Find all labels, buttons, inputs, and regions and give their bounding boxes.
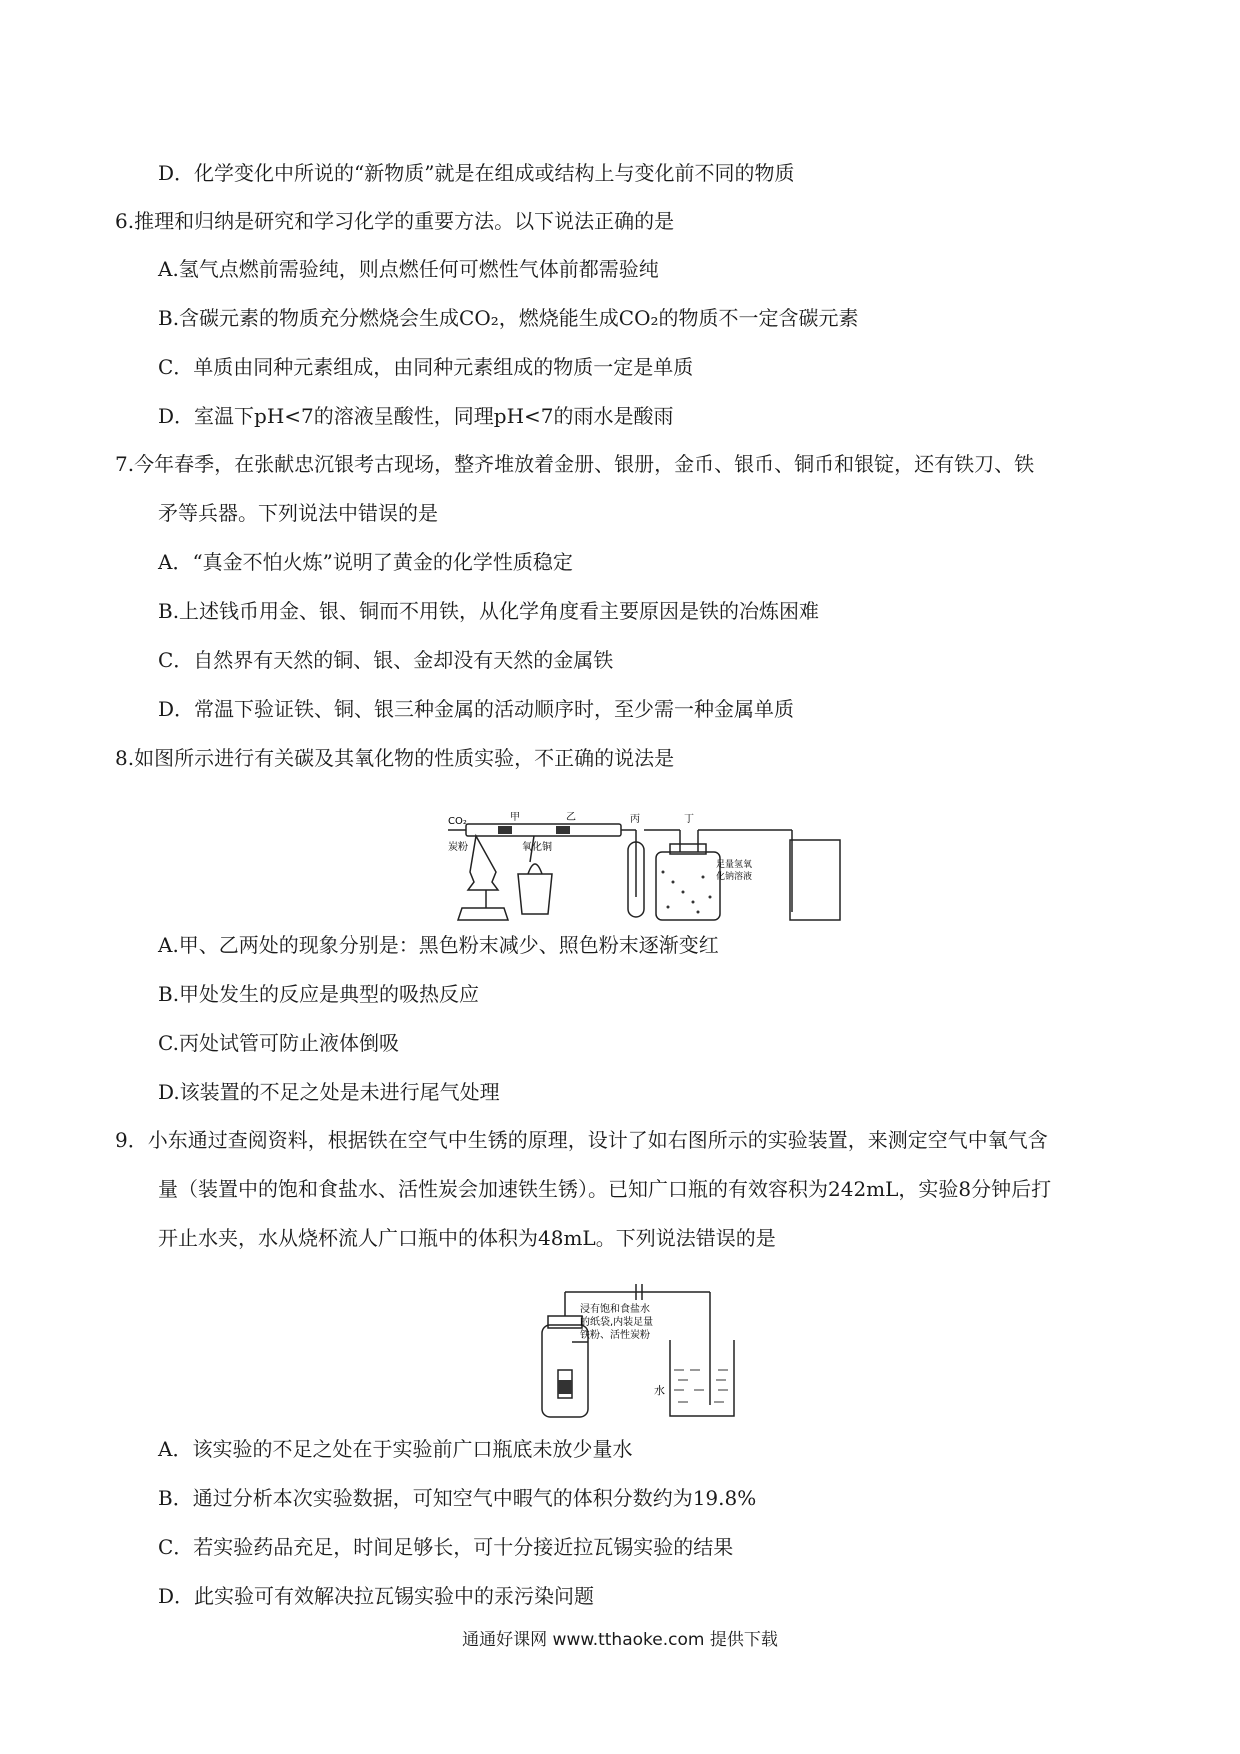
paper-bag-label-3: 铁粉、活性炭粉	[580, 1330, 650, 1341]
page-footer: 通通好课网 www.tthaoke.com 提供下载	[462, 1630, 778, 1650]
q5-option-d: D．化学变化中所说的“新物质”就是在组成或结构上与变化前不同的物质	[158, 161, 795, 185]
question-9-stem-line2: 量（装置中的饱和食盐水、活性炭会加速铁生锈）。已知广口瓶的有效容积为242mL，实验8分钟后打	[158, 1177, 1052, 1201]
q7-option-c: C．自然界有天然的铜、银、金却没有天然的金属铁	[158, 648, 614, 672]
naoh-label-2: 化钠溶液	[716, 872, 753, 882]
q8-option-d: D.该装置的不足之处是未进行尾气处理	[158, 1080, 500, 1104]
water-label: 水	[654, 1384, 665, 1397]
ding-label: 丁	[684, 814, 694, 825]
yi-label: 乙	[566, 812, 576, 823]
question-6-stem: 6.推理和归纳是研究和学习化学的重要方法。以下说法正确的是	[115, 209, 675, 233]
q7-option-b: B.上述钱币用金、银、铜而不用铁，从化学角度看主要原因是铁的冶炼困难	[158, 599, 820, 623]
co2-label: CO₂	[448, 816, 467, 827]
q7-option-a: A．“真金不怕火炼”说明了黄金的化学性质稳定	[158, 550, 573, 574]
q8-option-b: B.甲处发生的反应是典型的吸热反应	[158, 982, 480, 1006]
question-9-stem-line3: 开止水夹，水从烧杯流人广口瓶中的体积为48mL。下列说法错误的是	[158, 1226, 776, 1250]
q9-option-b: B．通过分析本次实验数据，可知空气中暇气的体积分数约为19.8%	[158, 1486, 757, 1510]
q9-option-a: A．该实验的不足之处在于实验前广口瓶底未放少量水	[158, 1437, 633, 1461]
q6-option-c: C．单质由同种元素组成，由同种元素组成的物质一定是单质	[158, 355, 694, 379]
naoh-label-1: 足量氢氧	[716, 860, 753, 870]
question-7-stem-line1: 7.今年春季，在张献忠沉银考古现场，整齐堆放着金册、银册，金币、银币、铜币和银锭，还有铁刀、铁	[115, 452, 1035, 476]
question-7-stem-line2: 矛等兵器。下列说法中错误的是	[158, 501, 438, 525]
q9-apparatus-figure	[538, 1280, 738, 1420]
q8-apparatus-figure	[448, 812, 848, 924]
q6-option-d: D．室温下pH<7的溶液呈酸性，同理pH<7的雨水是酸雨	[158, 404, 674, 428]
jia-label: 甲	[510, 812, 520, 823]
copper-oxide-label: 氧化铜	[522, 842, 552, 853]
q8-option-c: C.丙处试管可防止液体倒吸	[158, 1031, 399, 1055]
paper-bag-label-2: 的纸袋,内装足量	[580, 1317, 654, 1328]
q9-option-d: D．此实验可有效解决拉瓦锡实验中的汞污染问题	[158, 1584, 595, 1608]
bing-label: 丙	[630, 814, 640, 825]
question-9-stem-line1: 9．小东通过查阅资料，根据铁在空气中生锈的原理，设计了如右图所示的实验装置，来测定空气中氧气含	[115, 1128, 1048, 1152]
carbon-powder-label: 炭粉	[448, 842, 468, 853]
question-8-stem: 8.如图所示进行有关碳及其氧化物的性质实验，不正确的说法是	[115, 746, 675, 770]
q6-option-a: A.氢气点燃前需验纯，则点燃任何可燃性气体前都需验纯	[158, 257, 659, 281]
q7-option-d: D．常温下验证铁、铜、银三种金属的活动顺序时，至少需一种金属单质	[158, 697, 795, 721]
q8-option-a: A.甲、乙两处的现象分别是：黑色粉末减少、照色粉末逐渐变红	[158, 933, 719, 957]
q6-option-b: B.含碳元素的物质充分燃烧会生成CO₂，燃烧能生成CO₂的物质不一定含碳元素	[158, 306, 859, 330]
paper-bag-label-1: 浸有饱和食盐水	[580, 1304, 650, 1315]
q9-option-c: C．若实验药品充足，时间足够长，可十分接近拉瓦锡实验的结果	[158, 1535, 734, 1559]
